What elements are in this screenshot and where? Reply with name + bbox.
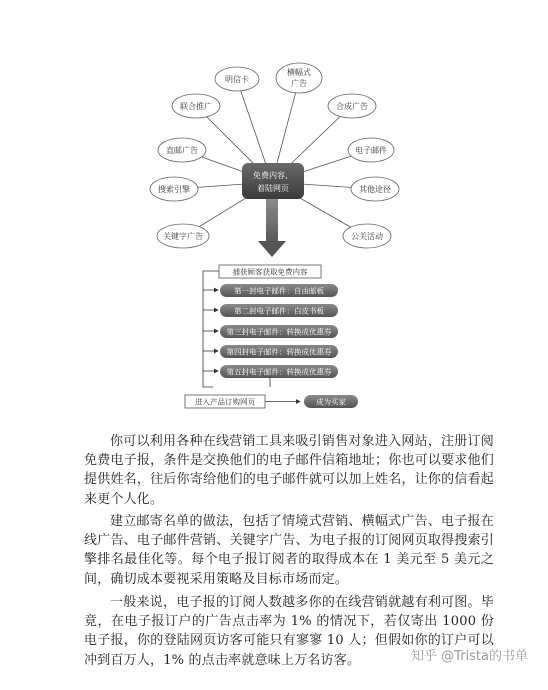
capture-label: 捕获顾客获取免费内容 (232, 267, 308, 277)
outer-node (328, 94, 376, 118)
step-label: 第三封电子邮件：转换成优惠券 (226, 327, 332, 337)
outer-node-label: 联合推广 (180, 102, 212, 111)
capture-box (219, 265, 321, 278)
outer-node (343, 224, 391, 248)
step-label: 第五封电子邮件：转换成优惠券 (226, 367, 332, 377)
outer-node (157, 224, 209, 248)
center-node (242, 163, 304, 199)
step-item (220, 325, 338, 338)
step-item (220, 345, 338, 358)
outer-node (348, 138, 394, 162)
step-item (220, 304, 338, 317)
svg-text:广告: 广告 (291, 79, 307, 88)
step-item (220, 284, 338, 297)
final-left-box (185, 395, 265, 408)
outer-node (351, 177, 399, 201)
outer-node-label: 关键字广告 (163, 232, 203, 241)
down-arrow (258, 199, 286, 257)
outer-node-label: 搜索引擎 (158, 185, 190, 194)
outer-node-label: 直邮广告 (166, 146, 198, 155)
outer-node (158, 138, 206, 162)
outer-node (215, 67, 259, 91)
watermark: 知乎 @Trista的书单 (411, 649, 528, 664)
step-label: 第四封电子邮件：转换成优惠券 (226, 347, 332, 357)
paragraph-1: 你可以利用各种在线营销工具来吸引销售对象进入网站，注册订阅免费电子报，条件是交换他们的电子邮件信箱地址；你也可以要求他们提供姓名，往后你寄给他们的电子邮件就可以加上姓名，让你的信看起来更个人化。 (84, 434, 494, 507)
outer-node-label: 公关活动 (351, 232, 383, 241)
outer-node-label: 合成广告 (336, 102, 368, 111)
paragraph-2: 建立邮寄名单的做法，包括了情境式营销、横幅式广告、电子报在线广告、电子邮件营销、关键字广告、为电子报的订阅网页取得搜索引擎排名最佳化等。每个电子报订阅者的取得成本在 1 美元至 5 美元之间，确切成本要视采用策略及目标市场而定。 (84, 514, 494, 587)
outer-node (276, 63, 322, 93)
outer-node (150, 177, 198, 201)
paragraph-3: 一般来说，电子报的订阅人数越多你的在线营销就越有利可图。毕竟，在电子报订户的广告点击率为 1% 的情况下，若仅寄出 1000 份电子报，你的登陆网页访客可能只有寥寥 10 人；但假如你的订户可以冲到百万人，1% 的点击率就意味上万名访客。 (84, 595, 494, 668)
final-right-box (304, 395, 358, 408)
outer-node-label: 明信卡 (225, 75, 249, 84)
final-right-label: 成为买家 (316, 397, 346, 407)
step-item (220, 365, 338, 378)
svg-text:横幅式: 横幅式 (287, 68, 311, 77)
outer-node-label: 电子邮件 (355, 146, 387, 155)
step-label: 第二封电子邮件：白皮书板 (234, 306, 324, 316)
outer-node (172, 94, 220, 118)
final-left-label: 进入产品订购网页 (195, 397, 255, 407)
outer-node-label: 其他途径 (359, 185, 391, 194)
center-line2: 着陆网页 (257, 184, 289, 193)
center-line1: 免费内容、 (253, 171, 293, 180)
step-label: 第一封电子邮件：自由邮板 (234, 286, 324, 296)
